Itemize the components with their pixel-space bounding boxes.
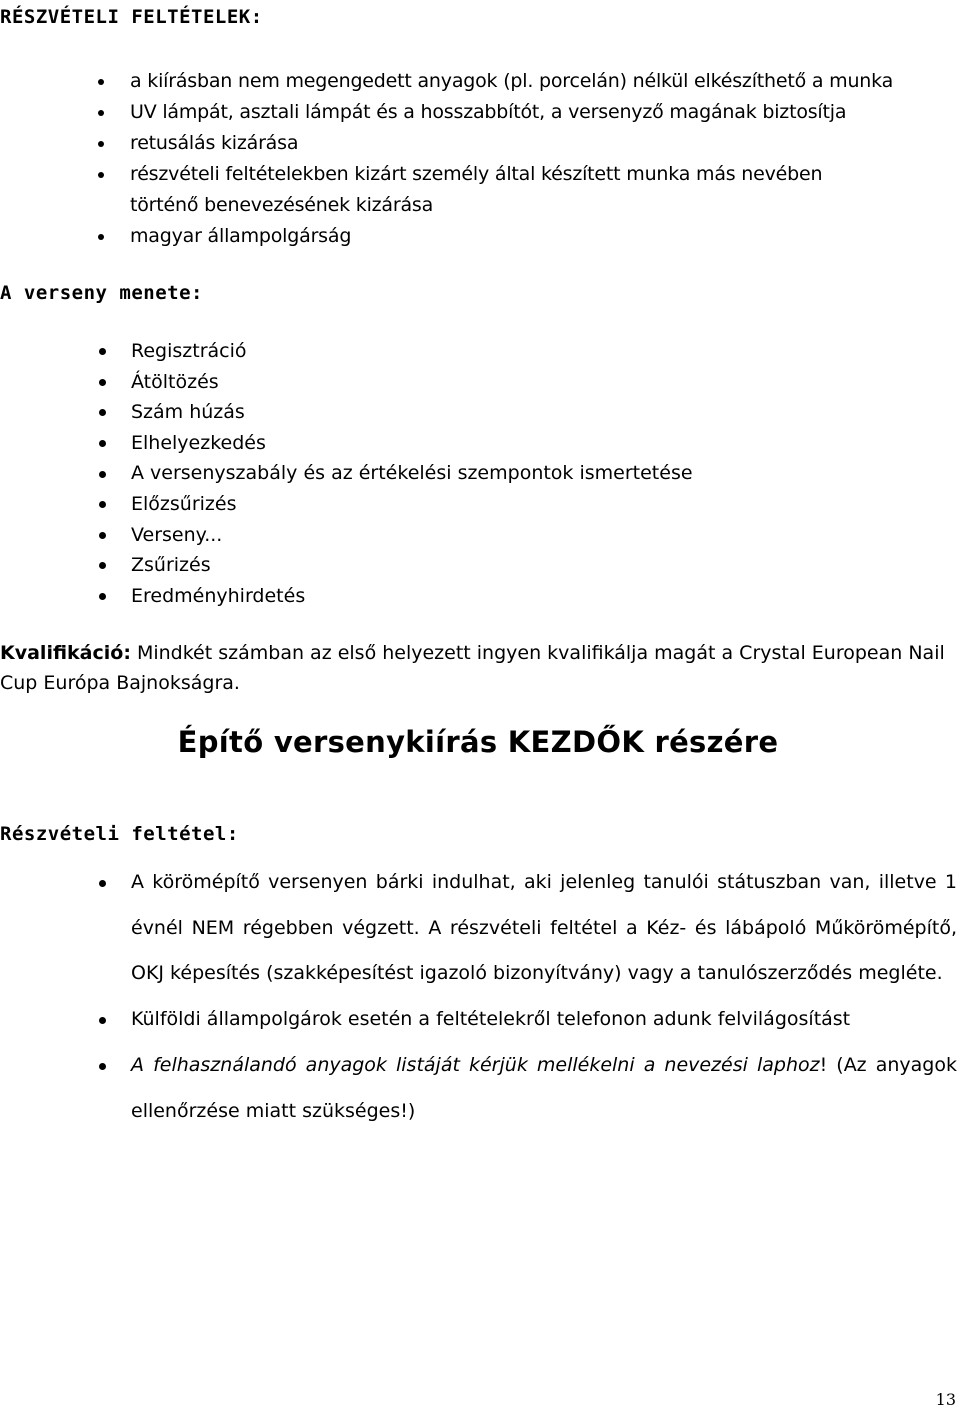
list-item: Zsűrizés xyxy=(131,550,693,581)
list-item: magyar állampolgárság xyxy=(130,221,893,252)
bullet-icon xyxy=(98,141,104,147)
section-heading-competition-process: A verseny menete: xyxy=(0,282,203,304)
bullet-icon xyxy=(99,379,106,386)
page-number: 13 xyxy=(935,1390,956,1409)
qualification-label: Kvalifikáció: xyxy=(0,642,131,664)
bullet-icon xyxy=(99,501,106,508)
list-item: Elhelyezkedés xyxy=(131,428,693,459)
list-item: Eredményhirdetés xyxy=(131,581,693,612)
bullet-icon xyxy=(99,593,106,600)
bullet-icon xyxy=(98,79,104,85)
list-item: Regisztráció xyxy=(131,336,693,367)
list-item: Előzsűrizés xyxy=(131,489,693,520)
beginner-conditions-list xyxy=(131,860,957,1134)
materials-list-instruction: A felhasználandó anyagok listáját kérjük mellékelni a nevezési laphoz xyxy=(131,1053,820,1076)
bullet-icon xyxy=(99,532,106,539)
bullet-icon xyxy=(99,348,106,355)
bullet-icon xyxy=(99,440,106,447)
qualification-text: Mindkét számban az első helyezett ingyen kvalifikálja magát a Crystal European Nail Cup Európa Bajnokságra. xyxy=(0,642,945,694)
list-item: retusálás kizárása xyxy=(130,128,893,159)
bullet-icon xyxy=(98,234,104,240)
list-item: A felhasználandó anyagok listáját kérjük mellékelni a nevezési laphoz! (Az anyagok ellenőrzése miatt szükséges!) xyxy=(131,1043,957,1134)
list-item: Külföldi állampolgárok esetén a feltételekről telefonon adunk felvilágosítást xyxy=(131,997,957,1043)
list-item: a kiírásban nem megengedett anyagok (pl. porcelán) nélkül elkészíthető a munka xyxy=(130,66,893,97)
bullet-icon xyxy=(99,1017,106,1024)
list-item: UV lámpát, asztali lámpát és a hosszabbítót, a versenyző magának biztosítja xyxy=(130,97,893,128)
bullet-icon xyxy=(99,1063,106,1070)
bullet-icon xyxy=(99,409,106,416)
bullet-icon xyxy=(98,110,104,116)
list-item: A versenyszabály és az értékelési szempontok ismertetése xyxy=(131,458,693,489)
bullet-icon xyxy=(99,562,106,569)
bullet-icon xyxy=(99,880,106,887)
list-item: A körömépítő versenyen bárki indulhat, aki jelenleg tanulói státuszban van, illetve 1 évnél NEM régebben végzett. A részvételi feltétel a Kéz- és lábápoló Műkörömépítő, OKJ képesítés (szakképesítést igazoló bizonyítvány) vagy a tanulószerződés megléte. xyxy=(131,860,957,997)
list-item: Szám húzás xyxy=(131,397,693,428)
list-item: Verseny... xyxy=(131,520,693,551)
qualification-paragraph xyxy=(0,638,956,698)
bullet-icon xyxy=(99,471,106,478)
list-item: részvételi feltételekben kizárt személy által készített munka más nevében xyxy=(130,159,893,190)
section-heading-participation-condition: Részvételi feltétel: xyxy=(0,823,239,845)
list-item: Átöltözés xyxy=(131,367,693,398)
page-title: Építő versenykiírás KEZDŐK részére xyxy=(177,725,779,759)
competition-process-list xyxy=(131,336,693,611)
section-heading-participation-conditions: RÉSZVÉTELI FELTÉTELEK: xyxy=(0,6,263,28)
list-item-continuation: történő benevezésének kizárása xyxy=(130,194,434,216)
bullet-icon xyxy=(98,172,104,178)
participation-conditions-list xyxy=(130,66,893,252)
